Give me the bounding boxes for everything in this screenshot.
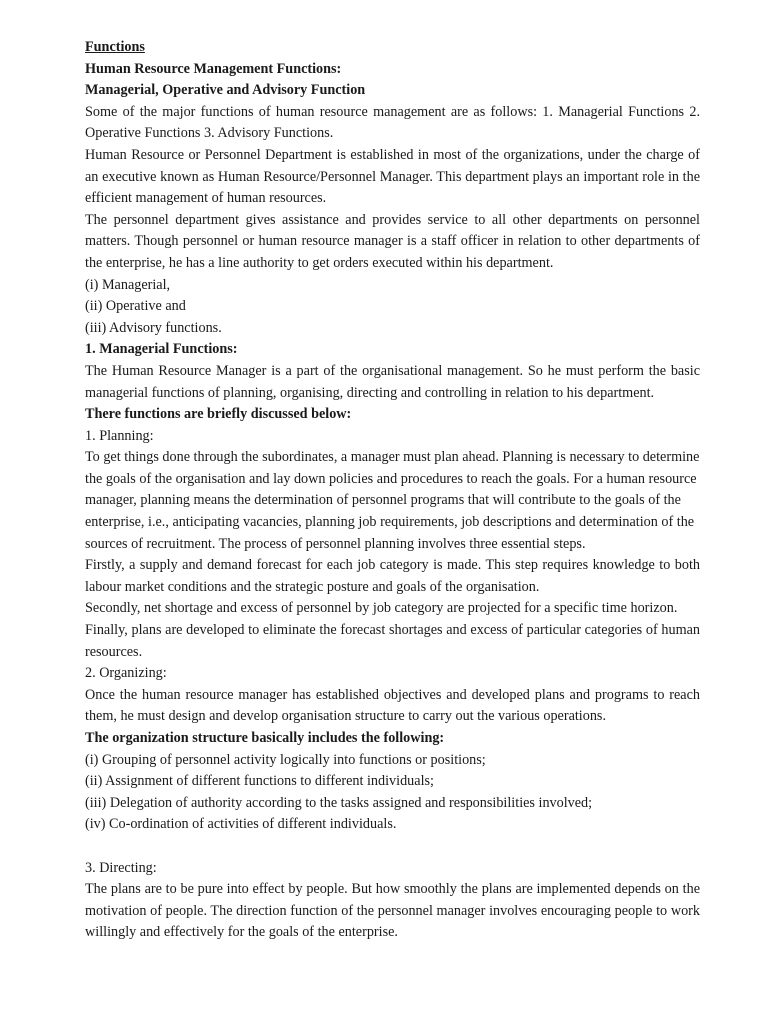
intro-paragraph-1: Some of the major functions of human resource management are as follows: 1. Managerial Functions 2. Operative Functions 3. Advisory Functions. (85, 103, 700, 142)
planning-step-3: Finally, plans are developed to eliminate the forecast shortages and excess of particular categories of human resources. (85, 622, 700, 660)
intro-paragraph-2: Human Resource or Personnel Department is established in most of the organizations, under the charge of an executive known as Human Resource/Personnel Manager. This department plays an important role in the efficient management of human resources. (85, 146, 700, 207)
planning-paragraph: To get things done through the subordinates, a manager must plan ahead. Planning is necessary to determine the goals of the organisation and lay down policies and procedures to reach the goals. For a human resource manager, planning means the determination of personnel programs that will contribute to the goals of the enterprise, i.e., anticipating vacancies, planning job requirements, job descriptions and determination of the sources of recruitment. The process of personnel planning involves three essential steps. (85, 449, 700, 552)
document-title: Human Resource Management Functions: (85, 60, 342, 77)
blank-line (85, 836, 700, 858)
function-list-item: (iii) Advisory functions. (85, 319, 222, 336)
org-structure-item: (iii) Delegation of authority according to the tasks assigned and responsibilities involved; (85, 794, 593, 811)
directing-heading: 3. Directing: (85, 859, 157, 876)
planning-step-1: Firstly, a supply and demand forecast for each job category is made. This step requires knowledge to both labour market conditions and the strategic posture and goals of the organisation. (85, 557, 700, 595)
org-structure-item: (ii) Assignment of different functions to different individuals; (85, 773, 434, 790)
organizing-paragraph: Once the human resource manager has established objectives and developed plans and programs to reach them, he must design and develop organisation structure to carry out the various operations. (85, 686, 700, 725)
org-structure-item: (i) Grouping of personnel activity logically into functions or positions; (85, 751, 486, 768)
intro-paragraph-3: The personnel department gives assistance and provides service to all other departments on personnel matters. Though personnel or human resource manager is a staff officer in relation to other departments of the enterprise, he has a line authority to get orders executed within his department. (85, 211, 700, 271)
org-structure-item: (iv) Co-ordination of activities of different individuals. (85, 816, 397, 833)
managerial-paragraph: The Human Resource Manager is a part of the organisational management. So he must perform the basic managerial functions of planning, organising, directing and controlling in relation to his department. (85, 362, 700, 401)
document-subtitle: Managerial, Operative and Advisory Function (85, 82, 366, 99)
planning-step-2: Secondly, net shortage and excess of personnel by job category are projected for a specific time horizon. (85, 600, 678, 617)
directing-paragraph: The plans are to be pure into effect by people. But how smoothly the plans are implemented depends on the motivation of people. The direction function of the personnel manager involves encouraging people to work willingly and effectively for the goals of the enterprise. (85, 881, 700, 941)
org-structure-heading: The organization structure basically includes the following: (85, 730, 445, 746)
managerial-heading: 1. Managerial Functions: (85, 341, 238, 358)
function-list-item: (ii) Operative and (85, 298, 186, 315)
document-body (85, 37, 700, 944)
planning-heading: 1. Planning: (85, 427, 154, 444)
function-list-item: (i) Managerial, (85, 276, 171, 293)
organizing-heading: 2. Organizing: (85, 665, 167, 682)
section-heading: Functions (85, 39, 145, 55)
functions-discussed-heading: There functions are briefly discussed below: (85, 406, 352, 423)
